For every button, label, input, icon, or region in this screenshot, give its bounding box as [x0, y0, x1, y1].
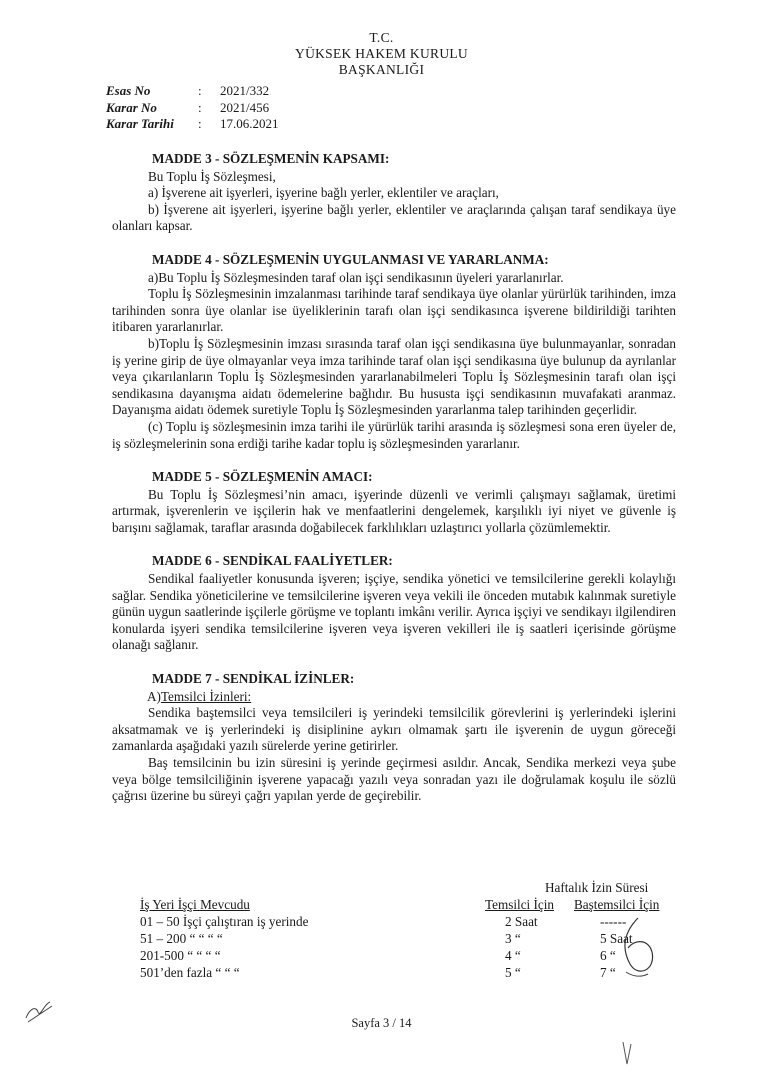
madde7-sub-title: Temsilci İzinleri:	[160, 688, 252, 704]
madde3-title: MADDE 3 - SÖZLEŞMENİN KAPSAMI:	[152, 151, 390, 166]
meta-value: 2021/332	[220, 83, 270, 98]
meta-label: Karar No	[106, 99, 157, 115]
madde4-p2: Toplu İş Sözleşmesinin imzalanması tarihinde taraf sendikaya üye olanlar yürürlük tarihinden, imza tarihinden sonra üye olanlar ise üyeliklerinin tarafı olan işçi sendikasınca işverene bildirildiği tarihten itibaren yararlanırlar.	[112, 286, 676, 335]
meta-row-karar	[106, 100, 279, 117]
madde3-p1: Bu Toplu İş Sözleşmesi,	[148, 168, 276, 184]
check-mark-icon	[620, 1040, 634, 1066]
madde5-title: MADDE 5 - SÖZLEŞMENİN AMACI:	[152, 469, 373, 485]
case-meta	[106, 83, 279, 133]
col-header-chief-representative: Baştemsilci İçin	[574, 897, 660, 912]
meta-row-esas	[106, 83, 279, 100]
header-institution: YÜKSEK HAKEM KURULU	[295, 46, 468, 61]
table-cell: 201-500 “ “ “ “	[140, 948, 221, 963]
handwritten-signature-icon	[586, 912, 666, 992]
madde7-title: MADDE 7 - SENDİKAL İZİNLER:	[152, 671, 355, 687]
table-cell: 6 “	[600, 948, 616, 963]
madde6-title: MADDE 6 - SENDİKAL FAALİYETLER:	[152, 553, 393, 569]
table-cell: 5 “	[505, 965, 521, 980]
meta-colon: :	[198, 99, 202, 115]
madde3-p2: a) İşverene ait işyerleri, işyerine bağlı yerler, eklentiler ve araçları,	[148, 185, 499, 201]
page-number: Sayfa 3 / 14	[351, 1016, 412, 1030]
table-cell: 01 – 50 İşçi çalıştıran iş yerinde	[140, 914, 309, 929]
header-tc: T.C.	[369, 30, 394, 45]
table-cell: 4 “	[505, 948, 521, 963]
meta-label: Karar Tarihi	[106, 116, 174, 131]
madde7-subsection	[147, 689, 676, 706]
header-presidency: BAŞKANLIĞI	[338, 62, 425, 77]
table-cell: 2 Saat	[505, 914, 538, 929]
meta-colon: :	[198, 116, 202, 131]
col-header-representative: Temsilci İçin	[485, 897, 555, 912]
madde6-p1: Sendikal faaliyetler konusunda işveren; işçiye, sendika yönetici ve temsilcilerine gerekli kolaylığı sağlar. Sendika yöneticilerine ve temsilcilerine işveren veya vekili ile önceden mutabık kalınmak suretiyle günün uygun saatlerinde işçilerle görüşme ve toplantı imkânı verilir. Ayrıca işçiyi ve sendikayı ilgilendiren konularda işyeri sendika temsilcilerine işveren veya işveren vekilleri ile iş saatleri içerisinde görüşme olanağı sağlanır.	[112, 571, 676, 653]
madde5-p1: Bu Toplu İş Sözleşmesi’nin amacı, işyerinde düzenli ve verimli çalışmayı sağlamak, üretimi artırmak, işverenlerin ve işçilerin hak ve menfaatlerini dengelemek, karşılıklı iyi niyet ve güvenle iş barışını sağlamak, taraflar arasında doğabilecek farklılıkları uzlaştırıcı yollarla çözümlemektir.	[112, 486, 676, 535]
madde4-p4: (c) Toplu iş sözleşmesinin imza tarihi ile yürürlük tarihi arasında iş sözleşmesi sona eren üyeler de, iş sözleşmelerinin sona erdiği tarihe kadar toplu iş sözleşmesinden yararlanır.	[112, 418, 676, 451]
madde4-title: MADDE 4 - SÖZLEŞMENİN UYGULANMASI VE YARARLANMA:	[152, 251, 549, 267]
col-header-workers: İş Yeri İşçi Mevcudu	[140, 897, 250, 912]
table-cell: 7 “	[600, 965, 616, 980]
table-cell: 3 “	[505, 931, 521, 946]
madde7-p1: Sendika baştemsilci veya temsilcileri iş yerindeki temsilcilik görevlerini iş yerlerindeki işlerini aksatmamak ve iş yerlerindeki iş disiplinine aykırı olmamak şartı ile işverenin de uygun göreceği zamanlarda aşağıdaki yazılı sürelerde yerine getirirler.	[112, 705, 676, 754]
table-cell: 501’den fazla “ “ “	[140, 965, 240, 980]
meta-value: 17.06.2021	[220, 116, 279, 131]
document-body	[112, 151, 676, 805]
table-cell: ------	[600, 914, 627, 929]
document-header	[0, 30, 763, 78]
meta-row-tarih	[106, 116, 279, 133]
table-weekly-header: Haftalık İzin Süresi	[545, 880, 649, 895]
meta-colon: :	[198, 83, 202, 98]
meta-value: 2021/456	[220, 99, 270, 115]
meta-label: Esas No	[106, 83, 151, 98]
table-cell: 5 Saat	[600, 931, 633, 946]
table-cell: 51 – 200 “ “ “ “	[140, 931, 223, 946]
madde3-p3: b) İşverene ait işyerleri, işyerine bağlı yerler, eklentiler ve araçlarında çalışan taraf sendikaya üye olanları kapsar.	[112, 201, 676, 234]
madde7-sub-prefix: A)	[147, 688, 161, 704]
madde7-p2: Baş temsilcinin bu izin süresini iş yerinde geçirmesi asıldır. Ancak, Sendika merkezi veya şube veya bölge temsilciliğinin işverene yapacağı yazılı veya sonradan yazı ile doğrulamak koşulu ile sözlü çağrısı üzerine bu süreyi çağrı yapılan yerde de geçirebilir.	[112, 755, 676, 804]
madde4-p1: a)Bu Toplu İş Sözleşmesinden taraf olan işçi sendikasının üyeleri yararlanırlar.	[148, 269, 564, 285]
madde4-p3: b)Toplu İş Sözleşmesinin imzası sırasında taraf olan işçi sendikasına üye bulunmayanlar, sonradan iş yerine girip de üye olmayanlar veya imza tarihinde taraf olan işçi sendikasına üye bulunup da ayrılanlar veya çıkarılanların Toplu İş Sözleşmesinden yararlanabilmeleri Toplu İş Sözleşmesinin tarafı olan işçi sendikasına dayanışma aidatı ödemelerine bağlıdır. Bu hususta işçi sendikasının muvafakati aranmaz. Dayanışma aidatı ödemek suretiyle Toplu İş Sözleşmesinden yararlanma talep tarihinden geçerlidir.	[112, 335, 676, 418]
